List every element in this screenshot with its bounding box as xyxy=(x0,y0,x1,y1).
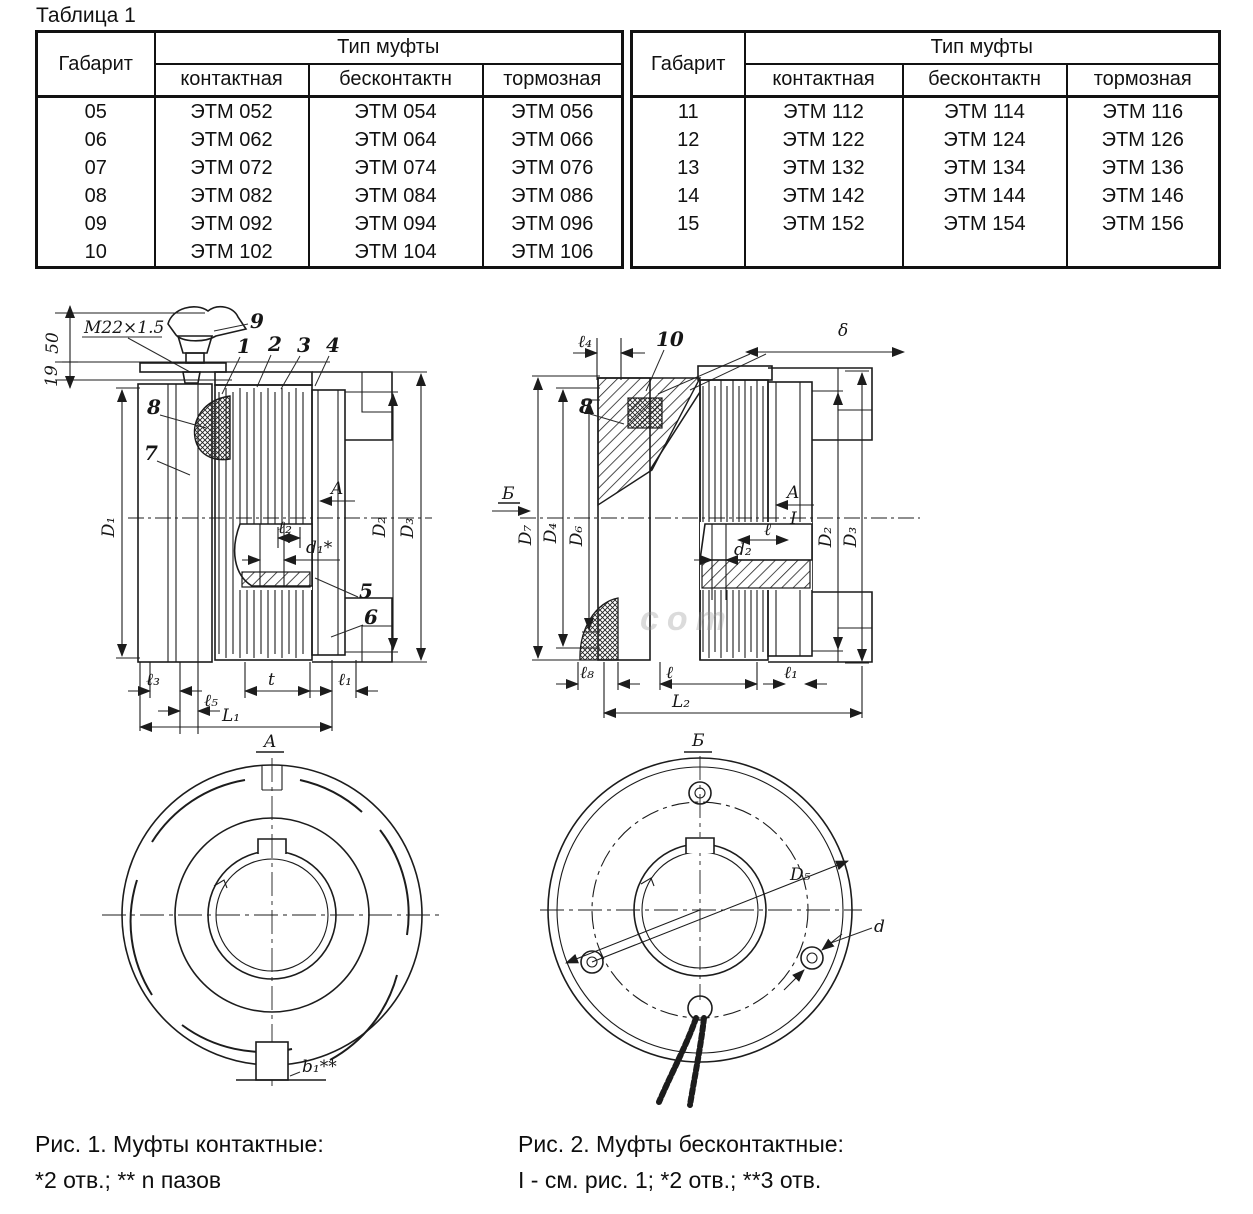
keyway-slot-b1 xyxy=(256,1042,288,1080)
fig2-caption-line1: Рис. 2. Муфты бесконтактные: xyxy=(518,1131,844,1157)
table-row xyxy=(37,126,623,154)
callout-3: 3 xyxy=(297,333,311,357)
cell-type: ЭТМ 146 xyxy=(1101,184,1184,207)
table-row xyxy=(632,154,1220,182)
table-title: Таблица 1 xyxy=(36,4,136,27)
dim-d-label: d xyxy=(874,917,885,937)
header-type-group: Тип муфты xyxy=(155,32,623,64)
cell-type: ЭТМ 104 xyxy=(309,238,483,268)
header-gabarit: Габарит xyxy=(37,32,155,97)
cell-gabarit: 09 xyxy=(37,210,155,238)
cell-type: ЭТМ 056 xyxy=(511,100,594,123)
table-row xyxy=(37,238,623,268)
cell-type: ЭТМ 124 xyxy=(903,126,1067,154)
callout-6: 6 xyxy=(364,605,378,629)
slotted-ring xyxy=(131,766,409,1060)
cell-type: ЭТМ 132 xyxy=(745,154,903,182)
view-a-label: A xyxy=(264,732,277,752)
callout-2: 2 xyxy=(268,332,282,356)
header-beskontaktn: бесконтактн xyxy=(903,64,1067,97)
callout-1: 1 xyxy=(237,334,251,358)
section-a-arrow-label-fig2: A xyxy=(787,483,800,503)
cell-type: ЭТМ 062 xyxy=(155,126,309,154)
table-row xyxy=(632,210,1220,238)
dim-l-bot-label: ℓ xyxy=(666,663,674,683)
dim-t-label: t xyxy=(268,670,275,690)
dim-d2-label: d₂ xyxy=(734,540,752,560)
dim-D4-label: D₄ xyxy=(541,522,561,544)
cell-gabarit: 05 xyxy=(37,97,155,127)
cell-type: ЭТМ 092 xyxy=(155,210,309,238)
cell-type: ЭТМ 134 xyxy=(903,154,1067,182)
table-row xyxy=(37,154,623,182)
table-row xyxy=(37,182,623,210)
table-row xyxy=(37,97,623,127)
table-row xyxy=(632,126,1220,154)
dim-l1-label-fig2: ℓ₁ xyxy=(784,663,798,683)
fig2-right-block xyxy=(768,368,872,662)
cell-gabarit: 10 xyxy=(37,238,155,268)
clutch-type-tables xyxy=(35,30,1227,269)
dim-l2-label: ℓ₂ xyxy=(278,518,292,538)
fig2-brush-hatched xyxy=(580,598,618,660)
cell-gabarit: 06 xyxy=(37,126,155,154)
cell-type: ЭТМ 142 xyxy=(745,182,903,210)
fig2-caption-line2: I - см. рис. 1; *2 отв.; **3 отв. xyxy=(518,1167,822,1193)
callout-7: 7 xyxy=(144,441,158,465)
dim-19-label: 19 xyxy=(42,365,62,387)
callout-8: 8 xyxy=(147,395,161,419)
cell-type: ЭТМ 064 xyxy=(309,126,483,154)
dim-delta-label: δ xyxy=(838,321,849,341)
technical-drawings xyxy=(0,280,1253,1125)
header-kontaktnaya: контактная xyxy=(155,64,309,97)
cell-gabarit: 07 xyxy=(37,154,155,182)
cell-type: ЭТМ 154 xyxy=(903,210,1067,238)
fig1-caption-line1: Рис. 1. Муфты контактные: xyxy=(35,1131,324,1157)
cell-gabarit: 13 xyxy=(632,154,745,182)
fig1-caption-line2: *2 отв.; ** n пазов xyxy=(35,1167,222,1193)
cell-type: ЭТМ 106 xyxy=(511,240,594,263)
dim-D5-label: D₅ xyxy=(790,865,811,885)
cell-type: ЭТМ 072 xyxy=(155,154,309,182)
fig2-hub xyxy=(700,522,812,600)
cell-type: ЭТМ 084 xyxy=(309,182,483,210)
header-kontaktnaya: контактная xyxy=(745,64,903,97)
cell-type: ЭТМ 096 xyxy=(511,212,594,235)
cell-type: ЭТМ 114 xyxy=(903,97,1067,127)
callout-8-fig2: 8 xyxy=(579,394,593,418)
dim-D2-label-fig2: D₂ xyxy=(816,526,836,548)
dim-d1-label: d₁* xyxy=(306,538,333,558)
cell-gabarit: 08 xyxy=(37,182,155,210)
dim-l1-label: ℓ₁ xyxy=(338,670,352,690)
table-row-empty xyxy=(632,238,1220,268)
table-left xyxy=(35,30,624,269)
cell-type: ЭТМ 144 xyxy=(903,182,1067,210)
cell-type: ЭТМ 076 xyxy=(511,156,594,179)
dim-D6-label: D₆ xyxy=(567,525,587,547)
cell-gabarit: 15 xyxy=(632,210,745,238)
cell-gabarit: 11 xyxy=(632,97,745,127)
cell-type: ЭТМ 136 xyxy=(1101,156,1184,179)
view-b-label: Б xyxy=(692,731,705,751)
dim-D7-label: D₇ xyxy=(516,524,536,546)
section-a-arrow-label: A xyxy=(331,479,344,499)
detail-i-label: I xyxy=(790,509,797,529)
callout-4: 4 xyxy=(326,333,340,357)
table-row xyxy=(632,182,1220,210)
fig1-view-a xyxy=(102,732,444,1086)
header-tormoznaya: тормозная xyxy=(1067,64,1220,97)
fig1-coil-hatched xyxy=(195,396,230,460)
dim-l4-label: ℓ₄ xyxy=(578,332,592,352)
table-right xyxy=(630,30,1221,269)
watermark: com xyxy=(640,600,734,638)
callout-9: 9 xyxy=(250,309,264,333)
cell-type: ЭТМ 152 xyxy=(745,210,903,238)
cell-type: ЭТМ 126 xyxy=(1101,128,1184,151)
cell-gabarit: 14 xyxy=(632,182,745,210)
cell-type: ЭТМ 086 xyxy=(511,184,594,207)
dim-50-label: 50 xyxy=(43,332,63,354)
fig2-view-b xyxy=(540,731,885,1105)
cell-type: ЭТМ 074 xyxy=(309,154,483,182)
dim-D1-label: D₁ xyxy=(99,516,119,538)
bolt-holes xyxy=(581,782,823,973)
dim-L1-label: L₁ xyxy=(222,706,241,726)
dim-L2-label: L₂ xyxy=(672,692,691,712)
header-beskontaktn: бесконтактн xyxy=(309,64,483,97)
fig1-section-drawing xyxy=(42,306,432,734)
dim-b1-label: b₁** xyxy=(302,1057,337,1077)
header-tormoznaya: тормозная xyxy=(483,64,623,97)
cell-type: ЭТМ 054 xyxy=(309,97,483,127)
dim-l8-label: ℓ₈ xyxy=(580,663,594,683)
cell-type: ЭТМ 116 xyxy=(1102,100,1184,123)
dim-D2-label: D₂ xyxy=(370,516,390,538)
fig2-caption xyxy=(518,1126,844,1198)
dim-D3-label-fig2: D₃ xyxy=(841,526,861,548)
cell-type: ЭТМ 122 xyxy=(745,126,903,154)
fig2-section-drawing xyxy=(492,321,920,718)
cell-type: ЭТМ 066 xyxy=(511,128,594,151)
dim-l-mid-label: ℓ xyxy=(764,520,772,540)
dim-D3-label: D₃ xyxy=(398,517,418,539)
dim-l3-label: ℓ₃ xyxy=(146,670,160,690)
header-type-group: Тип муфты xyxy=(745,32,1220,64)
table-row xyxy=(632,97,1220,127)
cell-type: ЭТМ 102 xyxy=(155,238,309,268)
header-gabarit: Габарит xyxy=(632,32,745,97)
table-row xyxy=(37,210,623,238)
callout-10: 10 xyxy=(656,327,684,351)
fig1-caption xyxy=(35,1126,324,1198)
section-b-arrow-label: Б xyxy=(502,484,515,504)
callout-5: 5 xyxy=(359,579,373,603)
thread-label: М22×1.5 xyxy=(84,318,165,338)
cell-type: ЭТМ 112 xyxy=(745,97,903,127)
cell-type: ЭТМ 082 xyxy=(155,182,309,210)
cell-gabarit: 12 xyxy=(632,126,745,154)
cell-type: ЭТМ 094 xyxy=(309,210,483,238)
dim-l5-label: ℓ₅ xyxy=(204,691,218,711)
cell-type: ЭТМ 156 xyxy=(1101,212,1184,235)
cell-type: ЭТМ 052 xyxy=(155,97,309,127)
